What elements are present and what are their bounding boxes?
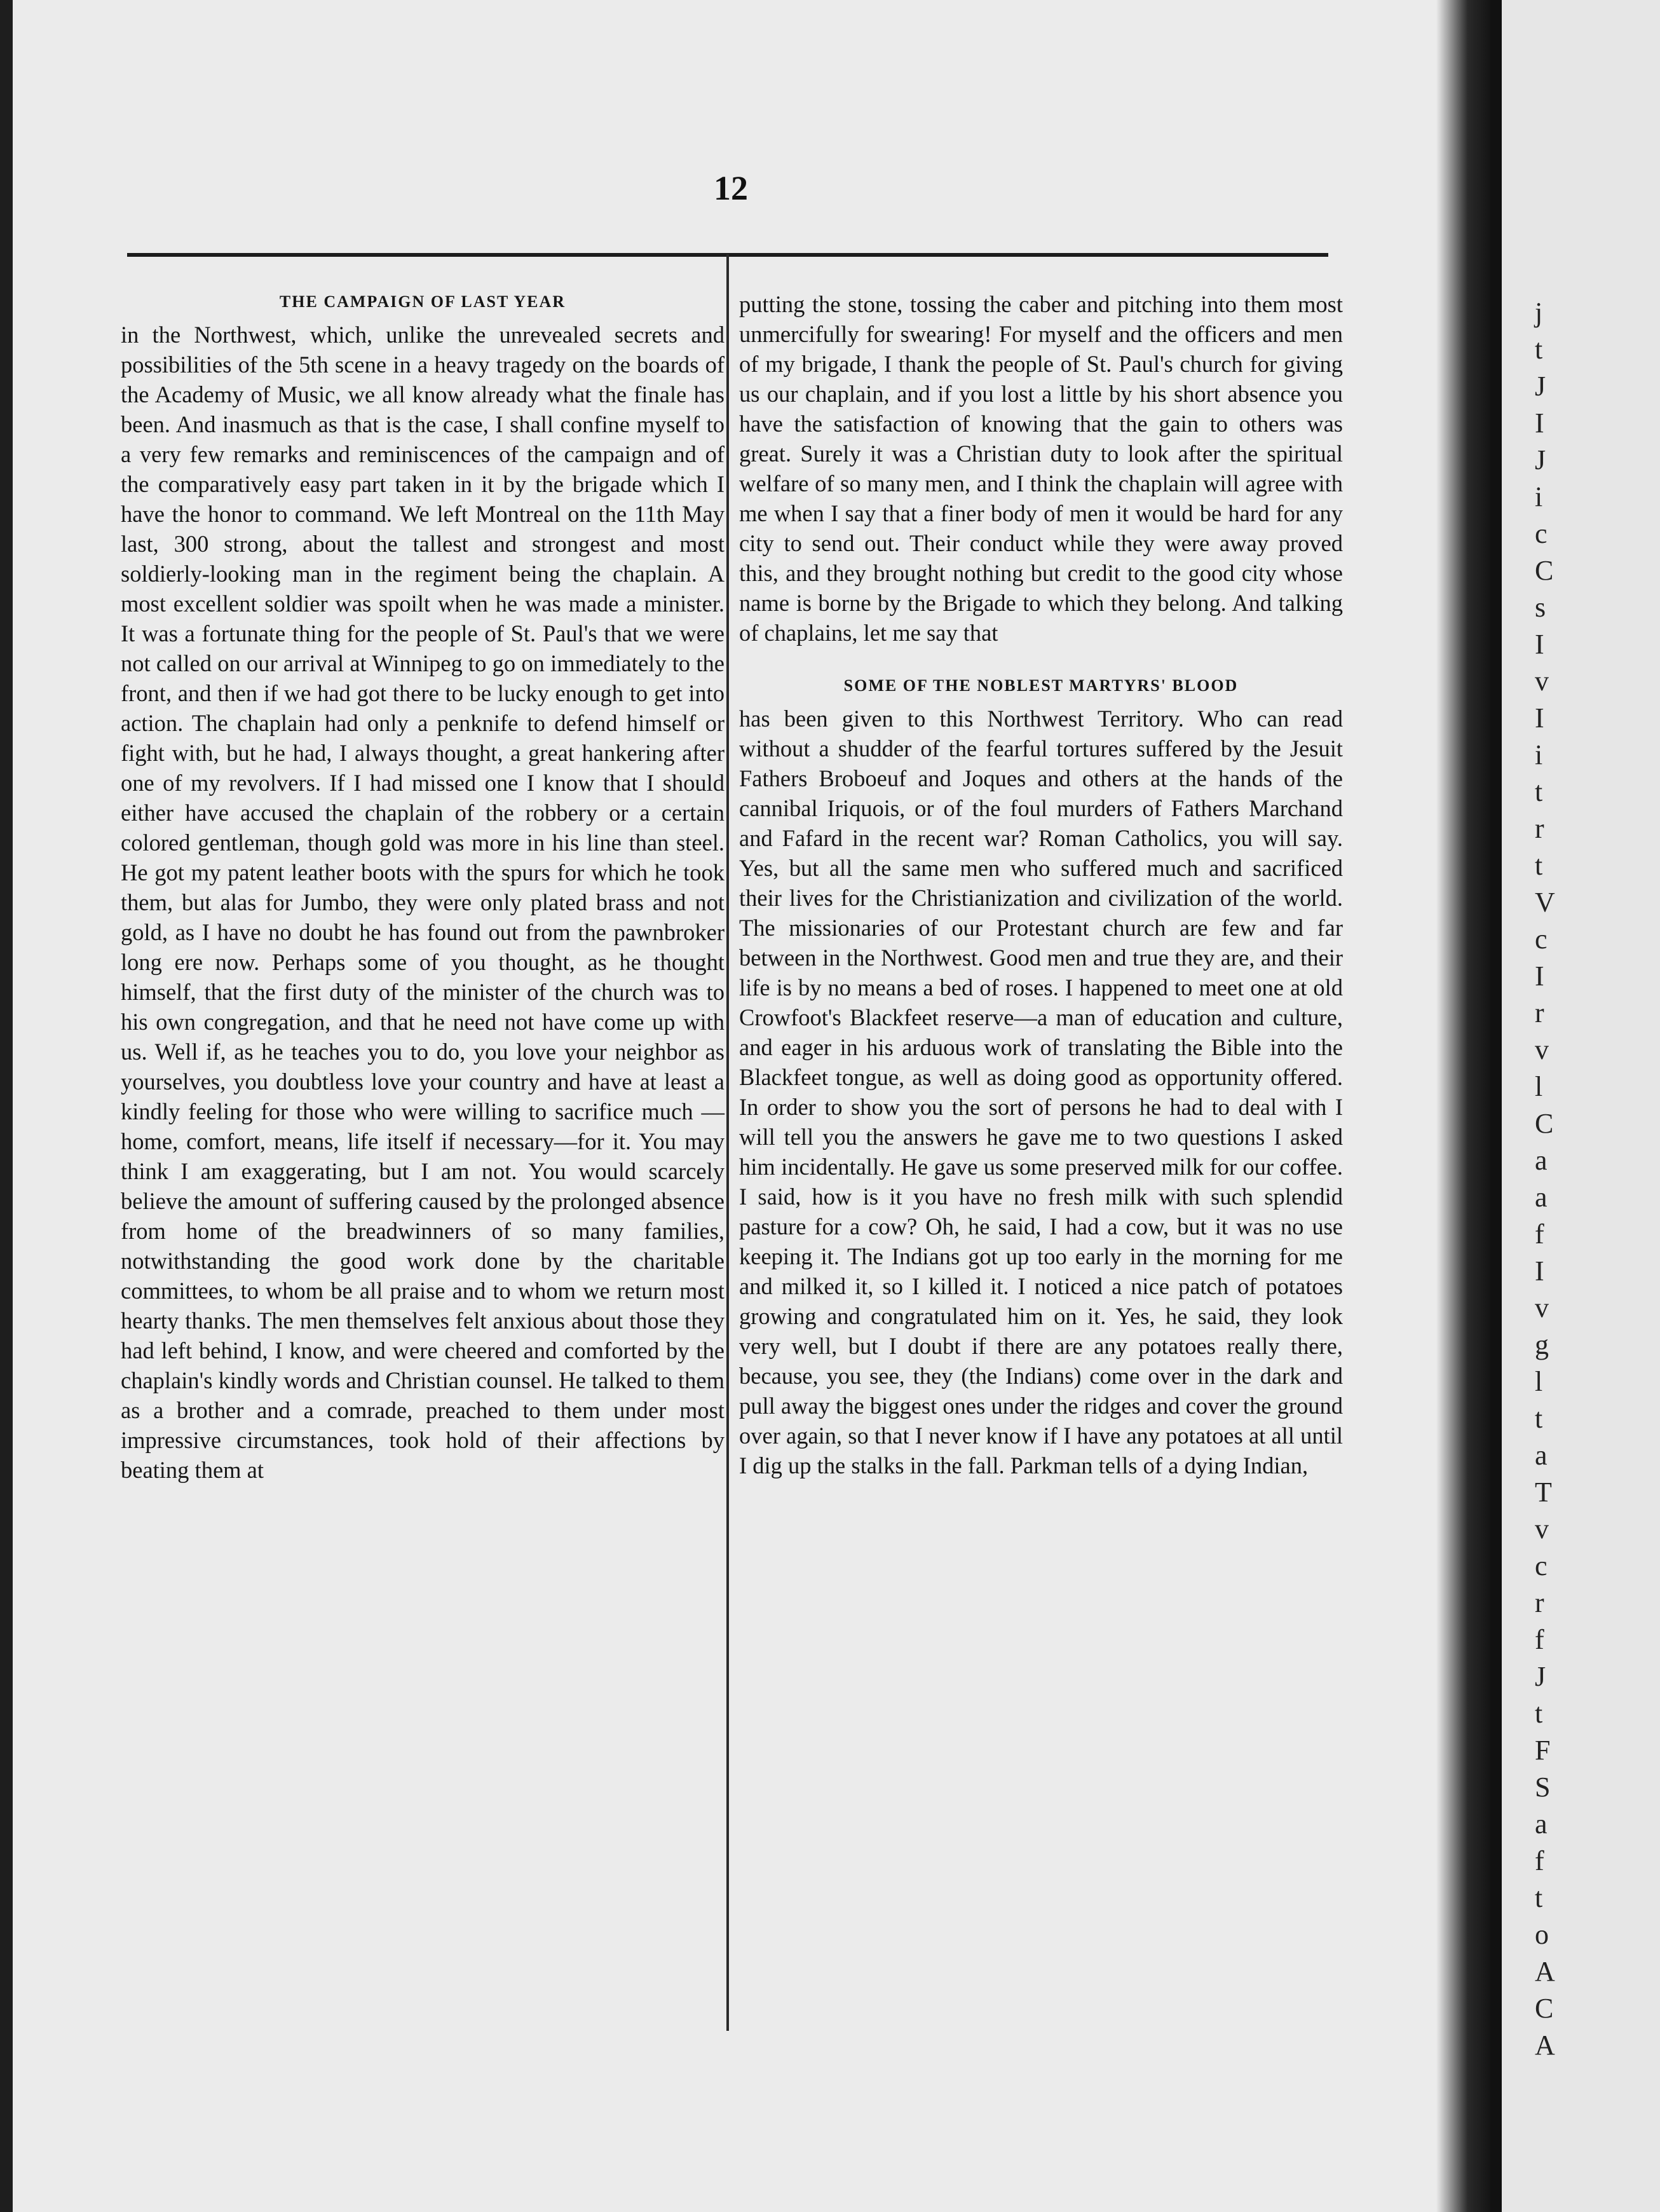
- adjacent-page-letter: t: [1535, 776, 1543, 807]
- adjacent-page-letter: t: [1535, 334, 1543, 365]
- adjacent-page-letter: f: [1535, 1219, 1544, 1250]
- adjacent-page-letter: C: [1535, 1108, 1554, 1139]
- adjacent-page-letter: T: [1535, 1477, 1552, 1508]
- adjacent-page-letter: a: [1535, 1440, 1548, 1471]
- adjacent-page-letter: v: [1535, 1292, 1549, 1323]
- adjacent-page-shadow: [1490, 0, 1502, 2212]
- adjacent-page-letter: C: [1535, 555, 1554, 586]
- right-column-text-2: has been given to this Northwest Territory. Who can read without a shudder of the fearful tortures suffered by the Jesuit Fathers Broboeuf and Joques and others at the hands of the cannibal Iriquois, or of the foul murders of Fathers Marchand and Fafard in the recent war? Roman Catholics, you will say. Yes, but all the same men who suffered much and sacrificed their lives for the Christianization and civilization of the world. The missionaries of our Protestant church are few and far between in the Northwest. Good men and true they are, and their life is by no means a bed of roses. I happened to meet one at old Crowfoot's Blackfeet reserve—a man of education and culture, and eager in his arduous work of translating the Bible into the Blackfeet tongue, as well as doing good as opportunity offered. In order to show you the sort of persons he had to deal with I will tell you the answers he gave me to two questions I asked him incidentally. He gave us some preserved milk for our coffee. I said, how is it you have no fresh milk with such splendid pasture for a cow? Oh, he said, I had a cow, but it was no use keeping it. The Indians got up too early in the morning for me and milked it, so I killed it. I noticed a nice patch of potatoes growing and congratulated him on it. Yes, he said, they look very well, but I doubt if there are any potatoes really there, because, you see, they (the Indians) come over in the dark and pull away the biggest ones under the ridges and cover the ground over again, so that I never know if I have any potatoes at all until I dig up the stalks in the fall. Parkman tells of a dying Indian,: [739, 706, 1343, 1478]
- adjacent-page-letter: I: [1535, 960, 1544, 992]
- adjacent-page-letter: v: [1535, 1513, 1549, 1545]
- page-number: 12: [714, 169, 748, 207]
- adjacent-page-letter: A: [1535, 2030, 1555, 2061]
- adjacent-page-letter: A: [1535, 1956, 1555, 1987]
- adjacent-page-letter: C: [1535, 1993, 1554, 2024]
- adjacent-page-letter: j: [1535, 297, 1543, 328]
- adjacent-page-letter: c: [1535, 1550, 1548, 1581]
- left-column: [121, 289, 725, 1485]
- adjacent-page-letter: t: [1535, 1403, 1543, 1434]
- right-column: [739, 289, 1343, 1480]
- adjacent-page-letter: r: [1535, 997, 1544, 1028]
- adjacent-page-letter: V: [1535, 887, 1555, 918]
- adjacent-page-letter: I: [1535, 1255, 1544, 1287]
- adjacent-page-letter: c: [1535, 924, 1548, 955]
- adjacent-page-letter: c: [1535, 518, 1548, 549]
- adjacent-page-letter: v: [1535, 666, 1549, 697]
- adjacent-page-letter: g: [1535, 1329, 1549, 1360]
- adjacent-page-letter: l: [1535, 1071, 1543, 1102]
- left-column-text: in the Northwest, which, unlike the unrevealed secrets and possibilities of the 5th scene in a heavy tragedy on the boards of the Academy of Music, we all know already what the finale has been. And inasmuch as that is the case, I shall confine myself to a very few remarks and reminiscences of the campaign and of the comparatively easy part taken in it by the brigade which I have the honor to command. We left Montreal on the 11th May last, 300 strong, about the tallest and strongest and most soldierly-looking man in the regiment being the chaplain. A most excellent soldier was spoilt when he was made a minister. It was a fortunate thing for the people of St. Paul's that we were not called on our arrival at Winnipeg to go on immediately to the front, and then if we had got there to be lucky enough to get into action. The chaplain had only a penknife to defend himself or fight with, but he had, I always thought, a great hankering after one of my revolvers. If I had missed one I know that I should either have accused the chaplain of the robbery or a certain colored gentleman, though gold was more in his line than steel. He got my patent leather boots with the spurs for which he took them, but alas for Jumbo, they were only plated brass and not gold, as I have no doubt he has found out from the pawnbroker long ere now. Perhaps some of you thought, as he thought himself, that the first duty of the minister of the church was to his own congregation, and that he need not have come up with us. Well if, as he teaches you to do, you love your neighbor as yourselves, you doubtless love your country and have at least a kindly feeling for those who were willing to sacrifice much —home, comfort, means, life itself if necessary—for it. You may think I am exaggerating, but I am not. You would scarcely believe the amount of suffering caused by the prolonged absence from home of the breadwinners of so many families, notwithstanding the good work done by the charitable committees, to whom be all praise and to whom we return most hearty thanks. The men themselves felt anxious about those they had left behind, I know, and were cheered and comforted by the chaplain's kindly words and Christian counsel. He talked to them as a brother and a comrade, preached to them under most impressive circumstances, took hold of their affections by beating them at: [121, 322, 725, 1483]
- adjacent-page-letter: f: [1535, 1845, 1544, 1876]
- right-column-text-1: putting the stone, tossing the caber and pitching into them most unmercifully for swearing! For myself and the officers and men of my brigade, I thank the people of St. Paul's church for giving us our chaplain, and if you lost a little by his short absence you have the satisfaction of knowing that the gain to others was great. Surely it was a Christian duty to look after the spiritual welfare of so many men, and I think the chaplain will agree with me when I say that a finer body of men it would be hard for any city to send out. Their conduct while they were away proved this, and they brought nothing but credit to the good city whose name is borne by the Brigade to which they belong. And talking of chaplains, let me say that: [739, 291, 1343, 646]
- adjacent-page-letter: r: [1535, 813, 1544, 844]
- adjacent-page-letter: I: [1535, 702, 1544, 734]
- adjacent-page-letter: J: [1535, 371, 1546, 402]
- adjacent-page-letter: i: [1535, 481, 1543, 512]
- adjacent-page-letter: l: [1535, 1366, 1543, 1397]
- adjacent-page-letter: v: [1535, 1034, 1549, 1065]
- adjacent-page-letter: t: [1535, 1882, 1543, 1913]
- adjacent-page-letter: a: [1535, 1145, 1548, 1176]
- adjacent-page-letter: s: [1535, 592, 1546, 623]
- adjacent-page-letter: t: [1535, 1698, 1543, 1729]
- adjacent-page-letter: f: [1535, 1624, 1544, 1655]
- adjacent-page-letter: r: [1535, 1587, 1544, 1618]
- binding-gutter: [1436, 0, 1493, 2212]
- adjacent-page-edge: [1490, 0, 1660, 2212]
- adjacent-page-letter: J: [1535, 444, 1546, 475]
- adjacent-page-letter: o: [1535, 1919, 1549, 1950]
- adjacent-page-letter: a: [1535, 1182, 1548, 1213]
- adjacent-page-letter: I: [1535, 407, 1544, 439]
- column-divider: [726, 254, 729, 2031]
- adjacent-page-letter: F: [1535, 1735, 1551, 1766]
- section-heading-campaign: THE CAMPAIGN OF LAST YEAR: [279, 292, 566, 311]
- adjacent-page-letter: a: [1535, 1808, 1548, 1840]
- adjacent-page-letter: I: [1535, 629, 1544, 660]
- adjacent-page-letter: J: [1535, 1661, 1546, 1692]
- adjacent-page-letter: i: [1535, 739, 1543, 770]
- section-heading-martyrs: SOME OF THE NOBLEST MARTYRS' BLOOD: [843, 676, 1239, 695]
- adjacent-page-letter: S: [1535, 1772, 1551, 1803]
- adjacent-page-letter: t: [1535, 850, 1543, 881]
